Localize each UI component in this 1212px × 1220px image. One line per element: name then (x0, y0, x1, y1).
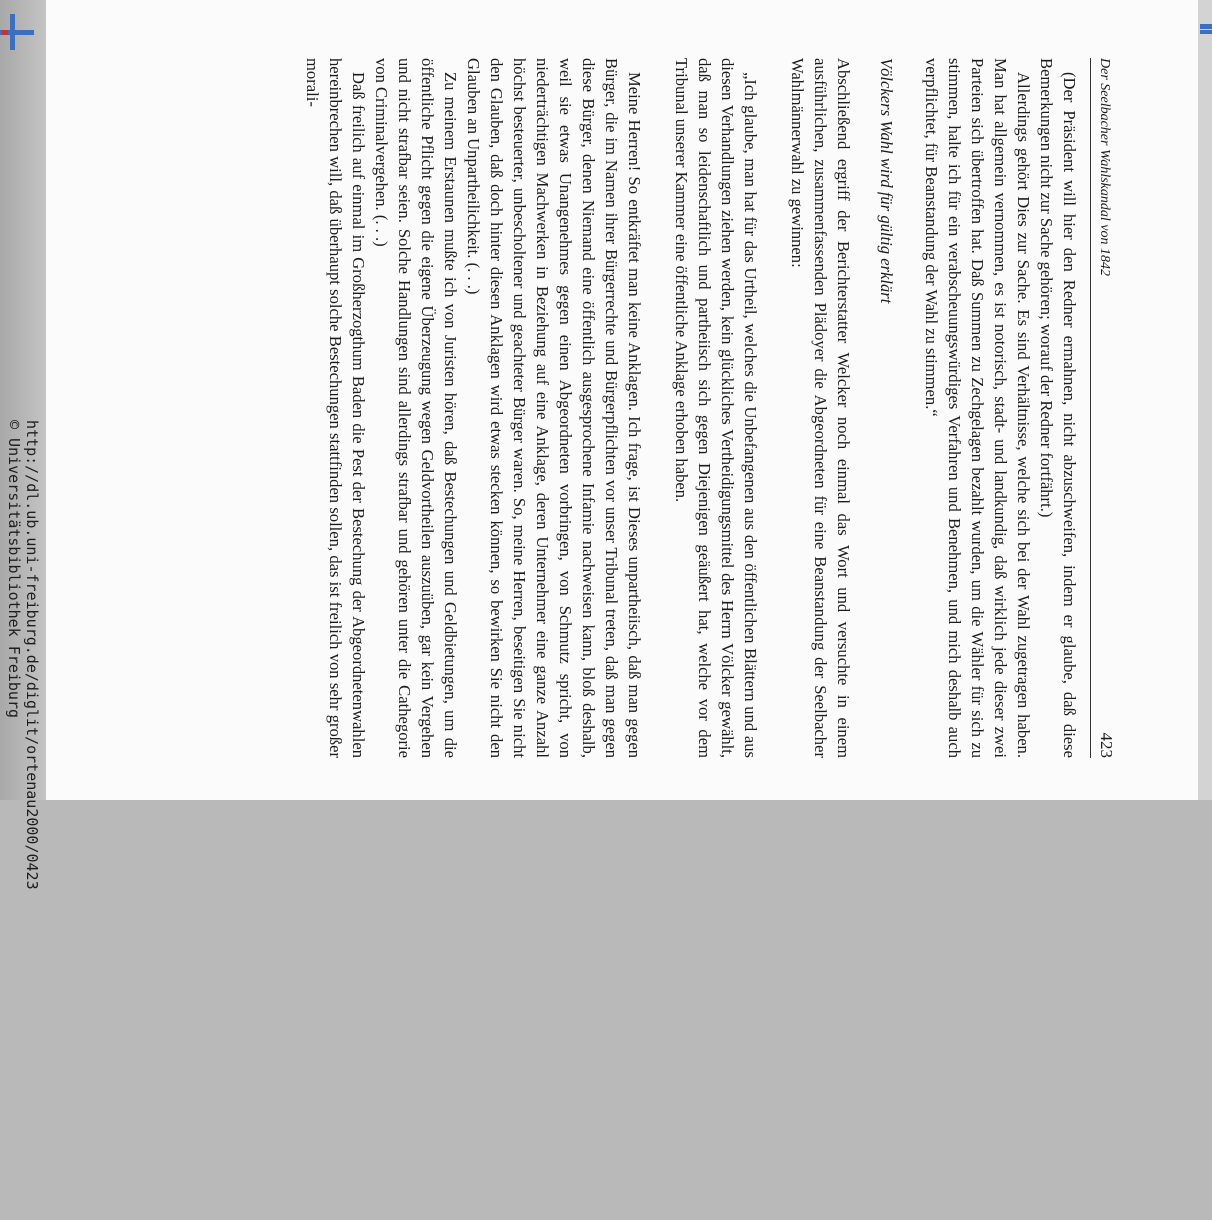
paragraph: Meine Herren! So entkräftet man keine Anklagen. Ich frage, ist Dieses unpartheiisch, daß man gegen Bürger, die im Namen ihrer Bürgerrechte und Bürgerpflichten vor unser Tribunal treten, daß man gegen diese Bürger, denen Niemand eine öffentlich ausgesprochene Infamie nachweisen kann, bloß deshalb, weil sie etwas Unangenehmes gegen einen Abgeordneten vorbringen, von Schmutz spricht, von niederträchtigen Machwerken in Beziehung auf eine Anklage, deren Unternehmer eine ganze Anzahl höchst besteuerter, unbescholtener und geachteter Bürger waren. So, meine Herren, beseitigen Sie nicht den Glauben, daß doch hinter diesen Anklagen wird etwas stecken können, so bewirken Sie nicht den Glauben an Unpartheilichkeit. (. . .) (464, 58, 644, 758)
running-title: Der Seelbacher Wahlskandal von 1842 (1097, 58, 1112, 276)
paragraph: Allerdings gehört Dies zur Sache. Es sind Verhältnisse, welche sich bei der Wahl zugetragen haben. Man hat allgemein vernommen, es ist notorisch, stadt- und landkundig, daß wirklich jede dieser zwei Parteien sich übertroffen hat. Daß Summen zu Zechgelagen bezahlt wurden, um die Wähler für sich zu stimmen, halte ich für ein verabscheuungswürdiges Verfahren und Benehmen, und mich deshalb auch verpflichtet, für Beanstandung der Wahl zu stimmen.“ (922, 58, 1033, 758)
page-number: 423 (1097, 732, 1116, 758)
paragraph: Zu meinem Erstaunen mußte ich von Juristen hören, daß Bestechungen und Geldbietungen, um die öffentliche Pflicht gegen die eigene Überzeugung wegen Geldvortheilen auszuüben, gar kein Vergehen und nicht strafbar seien. Solche Handlungen sind allerdings strafbar und gehören unter die Cathegorie von Criminalvergehen. (. . .) (372, 58, 460, 758)
source-url[interactable] (1, 0, 41, 1220)
scanned-page (46, 0, 1198, 800)
page-text-block (118, 58, 1118, 758)
paragraph: Abschließend ergriff der Berichterstatter Welcker noch einmal das Wort und versuchte in einem ausführlichen, zusammenfassenden Plädoyer die Abgeordneten für eine Beanstandung der Seelbacher Wahlmännerwahl zu gewinnen: (788, 58, 853, 758)
scanner-margin-right (1198, 0, 1212, 800)
paragraph: Daß freilich auf einmal im Großherzogthum Baden die Pest der Bestechung der Abgeordnetenwahlen hereinbrechen will, daß überhaupt solche Bestechungen stattfinden sollen, das ist freilich von sehr großer morali- (303, 58, 368, 758)
copyright-text: © Universitätsbibliothek Freiburg (5, 420, 23, 719)
section-heading: Völckers Wahl wird für gültig erklärt (877, 58, 896, 304)
source-url-text[interactable]: http://dl.ub.uni-freiburg.de/diglit/ortenau2000/0423 (23, 420, 41, 890)
paragraph: (Der Präsident will hier den Redner ermahnen, nicht abzuschweifen, indem er glaube, daß diese Bemerkungen nicht zur Sache gehören; worauf der Redner fortfährt.) (1037, 58, 1079, 758)
paragraph: „Ich glaube, man hat für das Urtheil, welches die Unbefangenen aus den öffentlichen Blättern und aus diesen Verhandlungen ziehen werden, kein glückliches Vertheidigungsmittel des Herrn Völcker gewählt, daß man so leidenschaftlich und partheiisch sich gegen Diejenigen geäußert hat, welche vor dem Tribunal unserer Kammer eine öffentliche Anklage erhoben haben. (672, 58, 760, 758)
running-header (1090, 58, 1118, 758)
